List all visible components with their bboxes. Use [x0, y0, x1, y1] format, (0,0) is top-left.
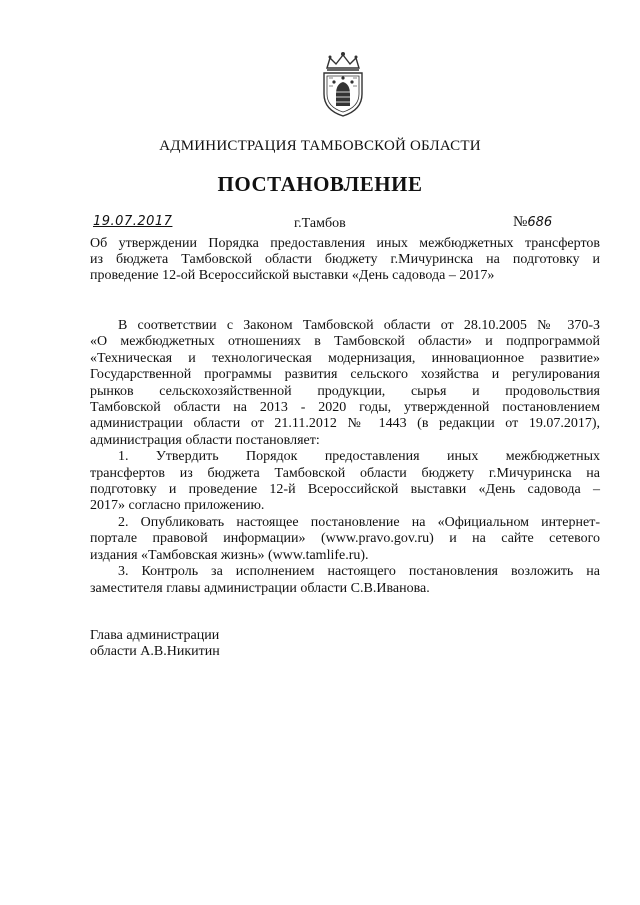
- signatory-title: Глава администрации: [90, 628, 220, 643]
- document-type-title: ПОСТАНОВЛЕНИЕ: [217, 172, 423, 196]
- body-line: «Техническая и технологическая модернизация, инновационное развитие»: [90, 350, 600, 366]
- body-line: заместителя главы администрации области С.В.Иванова.: [90, 580, 430, 596]
- body-line: Государственной программы развития сельского хозяйства и регулирования: [90, 367, 600, 383]
- document-subject: [90, 236, 600, 284]
- signature-block: [90, 628, 220, 660]
- subject-line: из бюджета Тамбовской области бюджету г.Мичуринска на подготовку и: [90, 252, 600, 267]
- body-line: подготовку и проведение 12-й Всероссийской выставки «День садовода –: [90, 482, 600, 498]
- body-line: администрации области от 21.11.2012 № 1443 (в редакции от 19.07.2017),: [90, 416, 600, 432]
- document-number: [513, 214, 552, 231]
- body-line: В соответствии с Законом Тамбовской области от 28.10.2005 № 370-З: [118, 318, 600, 333]
- handwritten-number: 686: [527, 215, 553, 230]
- body-line: «О межбюджетных отношениях в Тамбовской области» и подпрограммой: [90, 334, 600, 350]
- body-line: портале правовой информации» (www.pravo.gov.ru) и на сайте сетевого: [90, 531, 600, 547]
- signatory-name: области А.В.Никитин: [90, 644, 220, 659]
- body-line: трансфертов из бюджета Тамбовской области бюджету г.Мичуринска на: [90, 465, 600, 481]
- body-line: рынков сельскохозяйственной продукции, сырья и продовольствия: [90, 383, 600, 399]
- body-line: 3. Контроль за исполнением настоящего постановления возложить на: [118, 564, 600, 580]
- body-line: 2. Опубликовать настоящее постановление на «Официальном интернет-: [118, 514, 600, 530]
- organization-name: АДМИНИСТРАЦИЯ ТАМБОВСКОЙ ОБЛАСТИ: [159, 138, 481, 154]
- body-line: администрация области постановляет:: [90, 432, 320, 448]
- body-line: 1. Утвердить Порядок предоставления иных межбюджетных: [118, 449, 600, 465]
- document-body: [90, 318, 600, 597]
- coat-of-arms-icon: [314, 50, 372, 118]
- subject-line: проведение 12-ой Всероссийской выставки «День садовода – 2017»: [90, 268, 495, 283]
- handwritten-date: 19.07.2017: [93, 214, 173, 229]
- body-line: издания «Тамбовская жизнь» (www.tamlife.ru).: [90, 547, 369, 563]
- subject-line: Об утверждении Порядка предоставления иных межбюджетных трансфертов: [90, 236, 600, 251]
- body-line: Тамбовской области на 2013 - 2020 годы, утвержденной постановлением: [90, 400, 600, 416]
- number-prefix: №: [513, 214, 528, 230]
- body-line: 2017» согласно приложению.: [90, 498, 265, 514]
- city-name: г.Тамбов: [294, 216, 346, 231]
